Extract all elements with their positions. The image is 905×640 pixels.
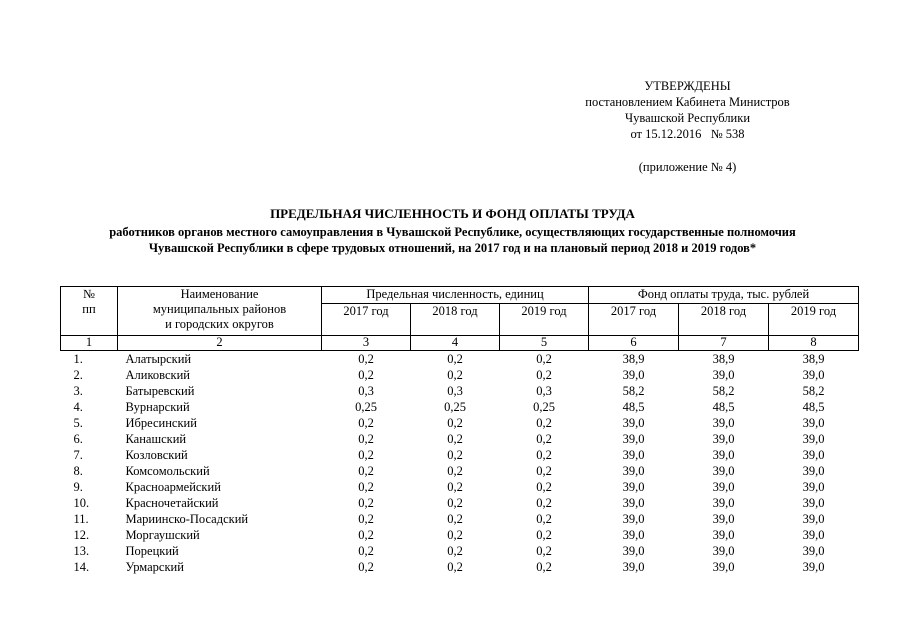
fund-2018: 39,0 — [712, 527, 735, 542]
table-row — [61, 495, 859, 511]
district-name: Козловский — [125, 447, 188, 462]
fund-2018: 39,0 — [712, 367, 735, 382]
approval-republic: Чувашской Республики — [624, 111, 751, 125]
staff-2018: 0,2 — [447, 447, 463, 462]
document-subtitle — [40, 224, 865, 256]
district-name: Красночетайский — [125, 495, 219, 510]
district-name: Канашский — [125, 431, 187, 446]
row-number: 3. — [73, 383, 83, 398]
staff-2019: 0,2 — [536, 511, 552, 526]
staff-2018: 0,2 — [447, 367, 463, 382]
fund-2018: 39,0 — [712, 479, 735, 494]
fund-2018: 38,9 — [712, 351, 735, 366]
column-index: 3 — [322, 336, 411, 351]
fund-2018: 39,0 — [712, 463, 735, 478]
staff-2017: 0,2 — [358, 511, 374, 526]
district-name: Батыревский — [125, 383, 195, 398]
fund-2017: 39,0 — [622, 479, 645, 494]
header-staff-group: Предельная численность, единиц — [322, 287, 589, 304]
staff-2019: 0,2 — [536, 431, 552, 446]
fund-2017: 39,0 — [622, 559, 645, 574]
staff-2019: 0,2 — [536, 559, 552, 574]
row-number: 2. — [73, 367, 83, 382]
district-name: Моргаушский — [125, 527, 200, 542]
header-staff-2017: 2017 год — [322, 304, 411, 336]
approval-date-number: от 15.12.2016 № 538 — [630, 127, 745, 141]
approval-authority: постановлением Кабинета Министров — [585, 95, 790, 109]
staff-2017: 0,25 — [355, 399, 377, 414]
header-number-line1: № — [83, 287, 95, 301]
fund-2018: 39,0 — [712, 447, 735, 462]
fund-2019: 38,9 — [802, 351, 825, 366]
staff-2017: 0,2 — [358, 543, 374, 558]
header-fund-2019: 2019 год — [769, 304, 859, 336]
district-name: Вурнарский — [125, 399, 190, 414]
staff-2018: 0,2 — [447, 527, 463, 542]
fund-2018: 39,0 — [712, 431, 735, 446]
header-name-line2: муниципальных районов — [152, 302, 287, 316]
row-number: 13. — [73, 543, 90, 558]
staff-2017: 0,2 — [358, 559, 374, 574]
column-index: 1 — [61, 336, 118, 351]
fund-2017: 39,0 — [622, 463, 645, 478]
district-name: Алатырский — [125, 351, 192, 366]
header-fund-2017: 2017 год — [589, 304, 679, 336]
column-index: 4 — [411, 336, 500, 351]
fund-2019: 39,0 — [802, 559, 825, 574]
staff-2018: 0,2 — [447, 463, 463, 478]
fund-2018: 39,0 — [712, 511, 735, 526]
table-row — [61, 399, 859, 415]
district-name: Ибресинский — [125, 415, 197, 430]
fund-2019: 39,0 — [802, 511, 825, 526]
approval-stamp — [560, 78, 815, 175]
table-row — [61, 415, 859, 431]
column-index: 2 — [118, 336, 322, 351]
fund-2017: 58,2 — [622, 383, 645, 398]
fund-2019: 39,0 — [802, 495, 825, 510]
fund-2019: 39,0 — [802, 527, 825, 542]
fund-2019: 39,0 — [802, 463, 825, 478]
approval-heading: УТВЕРЖДЕНЫ — [644, 79, 731, 93]
table-row — [61, 351, 859, 368]
fund-2017: 48,5 — [622, 399, 645, 414]
header-fund-group: Фонд оплаты труда, тыс. рублей — [589, 287, 859, 304]
district-name: Аликовский — [125, 367, 190, 382]
district-name: Комсомольский — [125, 463, 210, 478]
column-index-row — [61, 336, 859, 351]
fund-2019: 39,0 — [802, 447, 825, 462]
staff-2019: 0,2 — [536, 447, 552, 462]
column-index: 6 — [589, 336, 679, 351]
staff-2019: 0,2 — [536, 367, 552, 382]
row-number: 7. — [73, 447, 83, 462]
staff-2018: 0,2 — [447, 479, 463, 494]
fund-2017: 39,0 — [622, 511, 645, 526]
fund-2018: 39,0 — [712, 495, 735, 510]
row-number: 4. — [73, 399, 83, 414]
fund-2017: 39,0 — [622, 447, 645, 462]
staff-2017: 0,2 — [358, 415, 374, 430]
table-row — [61, 447, 859, 463]
row-number: 10. — [73, 495, 90, 510]
column-index: 8 — [769, 336, 859, 351]
table-body — [61, 351, 859, 576]
table-row — [61, 383, 859, 399]
fund-2019: 39,0 — [802, 543, 825, 558]
row-number: 12. — [73, 527, 90, 542]
staff-2018: 0,25 — [444, 399, 466, 414]
fund-2017: 39,0 — [622, 527, 645, 542]
fund-2019: 39,0 — [802, 431, 825, 446]
table-row — [61, 431, 859, 447]
staff-2017: 0,2 — [358, 447, 374, 462]
staff-2017: 0,3 — [358, 383, 374, 398]
district-name: Мариинско-Посадский — [125, 511, 249, 526]
staff-2018: 0,2 — [447, 351, 463, 366]
header-name-line1: Наименование — [180, 287, 259, 301]
staff-2017: 0,2 — [358, 351, 374, 366]
staff-2018: 0,2 — [447, 543, 463, 558]
staff-2019: 0,2 — [536, 543, 552, 558]
fund-2017: 39,0 — [622, 367, 645, 382]
fund-2018: 58,2 — [712, 383, 735, 398]
staff-2019: 0,2 — [536, 527, 552, 542]
table-header — [61, 287, 859, 351]
staff-2019: 0,25 — [533, 399, 555, 414]
fund-2017: 39,0 — [622, 543, 645, 558]
staff-2017: 0,2 — [358, 479, 374, 494]
fund-2018: 39,0 — [712, 543, 735, 558]
fund-2017: 39,0 — [622, 415, 645, 430]
subtitle-line-2: Чувашской Республики в сфере трудовых отношений, на 2017 год и на плановый период 2018 и 2019 годов* — [148, 241, 757, 255]
table-row — [61, 511, 859, 527]
fund-2019: 39,0 — [802, 415, 825, 430]
row-number: 1. — [73, 351, 83, 366]
fund-2019: 39,0 — [802, 479, 825, 494]
column-index: 7 — [679, 336, 769, 351]
header-staff-2018: 2018 год — [411, 304, 500, 336]
staff-2017: 0,2 — [358, 367, 374, 382]
district-name: Урмарский — [125, 559, 184, 574]
table-row — [61, 527, 859, 543]
district-name: Красноармейский — [125, 479, 221, 494]
fund-2019: 48,5 — [802, 399, 825, 414]
document-title: ПРЕДЕЛЬНАЯ ЧИСЛЕННОСТЬ И ФОНД ОПЛАТЫ ТРУДА — [270, 206, 635, 221]
table-row — [61, 543, 859, 559]
row-number: 14. — [73, 559, 90, 574]
approval-spacer — [560, 142, 815, 159]
staff-2019: 0,2 — [536, 479, 552, 494]
staff-2019: 0,2 — [536, 351, 552, 366]
appendix-label: (приложение № 4) — [638, 160, 737, 174]
staff-2019: 0,2 — [536, 463, 552, 478]
data-table — [60, 286, 859, 575]
staff-2018: 0,2 — [447, 511, 463, 526]
fund-2019: 58,2 — [802, 383, 825, 398]
fund-2017: 39,0 — [622, 431, 645, 446]
header-number-line2: пп — [82, 302, 96, 316]
staff-2019: 0,2 — [536, 495, 552, 510]
table-row — [61, 463, 859, 479]
staff-2019: 0,2 — [536, 415, 552, 430]
staff-2017: 0,2 — [358, 495, 374, 510]
row-number: 8. — [73, 463, 83, 478]
fund-2018: 48,5 — [712, 399, 735, 414]
row-number: 6. — [73, 431, 83, 446]
header-fund-2018: 2018 год — [679, 304, 769, 336]
table-row — [61, 479, 859, 495]
district-name: Порецкий — [125, 543, 179, 558]
fund-2018: 39,0 — [712, 415, 735, 430]
staff-2017: 0,2 — [358, 527, 374, 542]
header-name-line3: и городских округов — [165, 317, 274, 331]
staff-2018: 0,2 — [447, 431, 463, 446]
table-row — [61, 559, 859, 575]
subtitle-line-1: работников органов местного самоуправления в Чувашской Республике, осуществляющих государственные полномочия — [109, 225, 796, 239]
staff-2017: 0,2 — [358, 431, 374, 446]
header-name — [118, 287, 322, 336]
row-number: 5. — [73, 415, 83, 430]
row-number: 9. — [73, 479, 83, 494]
staff-2018: 0,2 — [447, 495, 463, 510]
row-number: 11. — [73, 511, 89, 526]
staff-2018: 0,2 — [447, 559, 463, 574]
fund-2017: 39,0 — [622, 495, 645, 510]
header-number — [61, 287, 118, 336]
staff-2019: 0,3 — [536, 383, 552, 398]
column-index: 5 — [500, 336, 589, 351]
header-staff-2019: 2019 год — [500, 304, 589, 336]
staff-2018: 0,2 — [447, 415, 463, 430]
fund-2017: 38,9 — [622, 351, 645, 366]
staff-2017: 0,2 — [358, 463, 374, 478]
staff-2018: 0,3 — [447, 383, 463, 398]
fund-2019: 39,0 — [802, 367, 825, 382]
table-row — [61, 367, 859, 383]
fund-2018: 39,0 — [712, 559, 735, 574]
